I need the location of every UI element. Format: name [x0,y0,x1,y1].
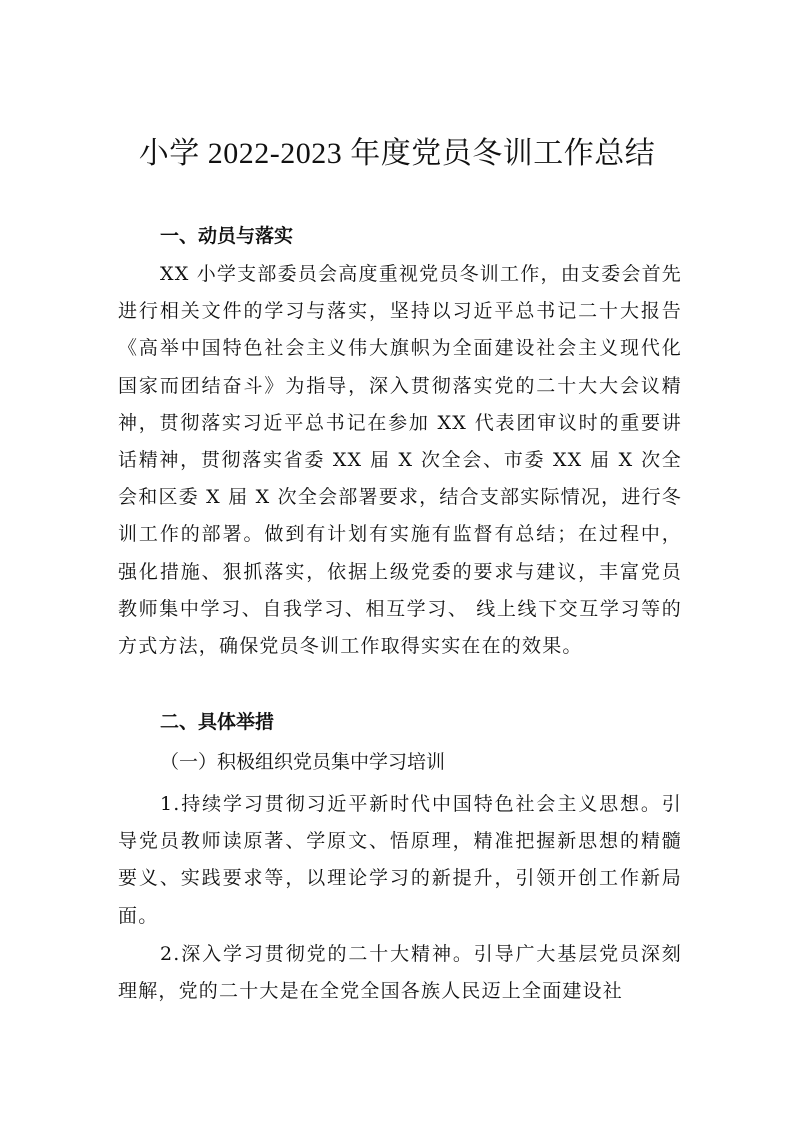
paragraph-mobilization: XX 小学支部委员会高度重视党员冬训工作，由支委会首先进行相关文件的学习与落实，坚持以习近平总书记二十大报告《高举中国特色社会主义伟大旗帜为全面建设社会主义现代化国家而团结奋斗》为指导，深入贯彻落实党的二十大大会议精神，贯彻落实习近平总书记在参加 XX 代表团审议时的重要讲话精神，贯彻落实省委 XX 届 X 次全会、市委 XX 届 X 次全会和区委 X 届 X 次全会部署要求，结合支部实际情况，进行冬训工作的部署。做到有计划有实施有监督有总结；在过程中，强化措施、狠抓落实，依据上级党委的要求与建议，丰富党员教师集中学习、自我学习、相互学习、 线上线下交互学习等的方式方法，确保党员冬训工作取得实实在在的效果。 [118,263,682,658]
document-title: 小学 2022-2023 年度党员冬训工作总结 [138,137,656,170]
list-item-study-thought: 1.持续学习贯彻习近平新时代中国特色社会主义思想。引导党员教师读原著、学原文、悟原理，精准把握新思想的精髓要义、实践要求等，以理论学习的新提升，引领开创工作新局面。 [118,793,682,927]
section-heading-measures: 二、具体举措 [160,711,275,733]
list-item-study-congress: 2.深入学习贯彻党的二十大精神。引导广大基层党员深刻理解，党的二十大是在全党全国各族人民迈上全面建设社 [118,943,682,1003]
section-heading-mobilization: 一、动员与落实 [160,225,294,247]
subsection-heading-study-training: （一）积极组织党员集中学习培训 [160,751,446,773]
